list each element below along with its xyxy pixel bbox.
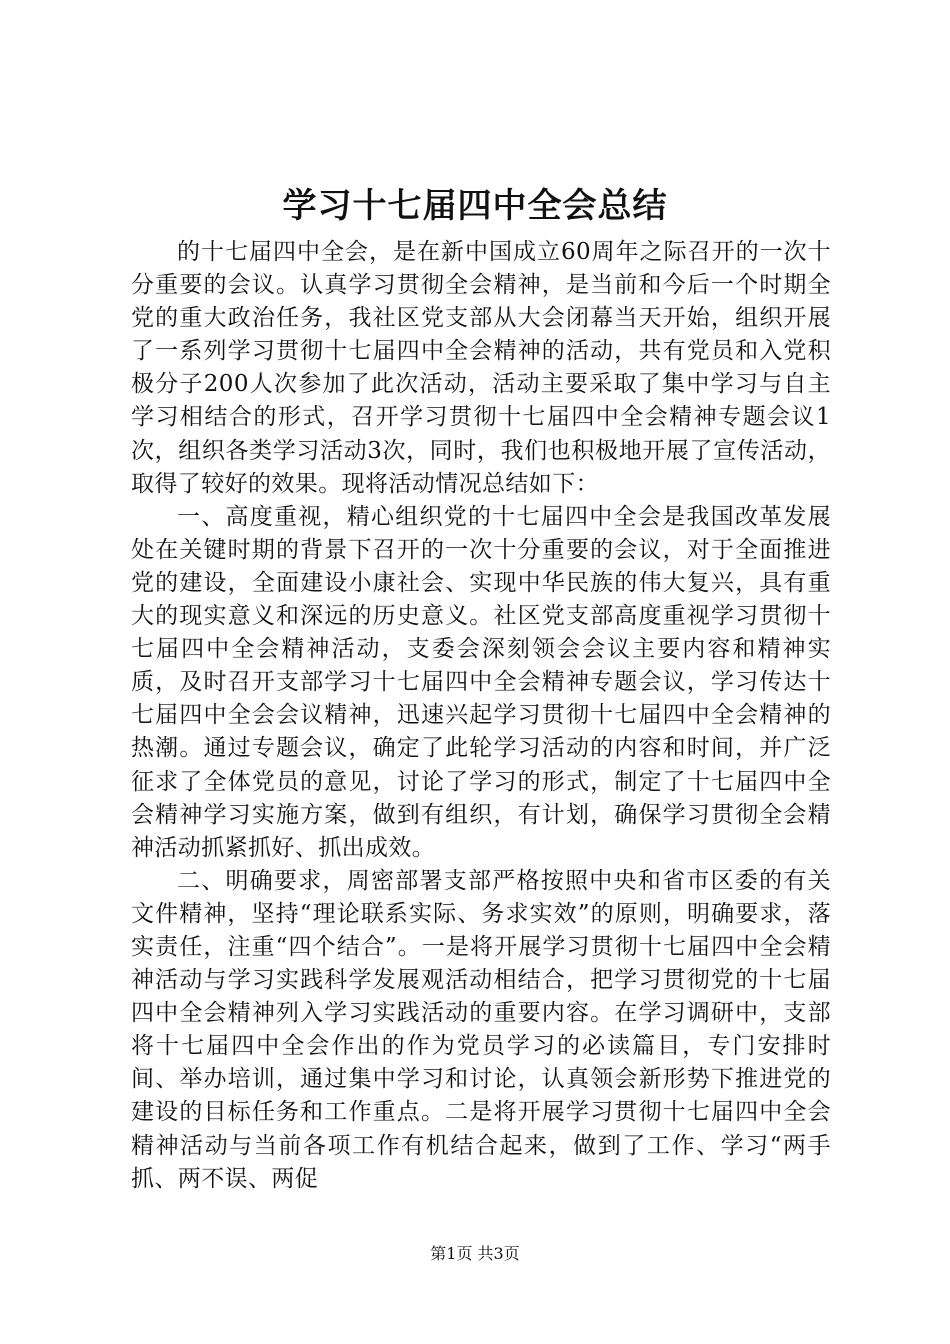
paragraph-intro: 的十七届四中全会，是在新中国成立60周年之际召开的一次十分重要的会议。认真学习贯彻全会精神，是当前和今后一个时期全党的重大政治任务，我社区党支部从大会闭幕当天开始，组织开展了一系列学习贯彻十七届四中全会精神的活动，共有党员和入党积极分子200人次参加了此次活动，活动主要采取了集中学习与自主学习相结合的形式，召开学习贯彻十七届四中全会精神专题会议1次，组织各类学习活动3次，同时，我们也积极地开展了宣传活动，取得了较好的效果。现将活动情况总结如下： <box>131 239 831 497</box>
paragraph-section-one: 一、高度重视，精心组织党的十七届四中全会是我国改革发展处在关键时期的背景下召开的一次十分重要的会议，对于全面推进党的建设，全面建设小康社会、实现中华民族的伟大复兴，具有重大的现实意义和深远的历史意义。社区党支部高度重视学习贯彻十七届四中全会精神活动，支委会深刻领会会议主要内容和精神实质，及时召开支部学习十七届四中全会精神专题会议，学习传达十七届四中全会会议精神，迅速兴起学习贯彻十七届四中全会精神的热潮。通过专题会议，确定了此轮学习活动的内容和时间，并广泛征求了全体党员的意见，讨论了学习的形式，制定了十七届四中全会精神学习实施方案，做到有组织，有计划，确保学习贯彻全会精神活动抓紧抓好、抓出成效。 <box>131 503 831 861</box>
document-body <box>131 236 831 1196</box>
paragraph-section-two: 二、明确要求，周密部署支部严格按照中央和省市区委的有关文件精神，坚持“理论联系实际、务求实效”的原则，明确要求，落实责任，注重“四个结合”。一是将开展学习贯彻十七届四中全会精神活动与学习实践科学发展观活动相结合，把学习贯彻党的十七届四中全会精神列入学习实践活动的重要内容。在学习调研中，支部将十七届四中全会作出的作为党员学习的必读篇目，专门安排时间、举办培训，通过集中学习和讨论，认真领会新形势下推进党的建设的目标任务和工作重点。二是将开展学习贯彻十七届四中全会精神活动与当前各项工作有机结合起来，做到了工作、学习“两手抓、两不误、两促 <box>131 867 831 1192</box>
page-number-footer: 第1页 共3页 <box>430 1244 520 1263</box>
document-title: 学习十七届四中全会总结 <box>282 186 668 226</box>
